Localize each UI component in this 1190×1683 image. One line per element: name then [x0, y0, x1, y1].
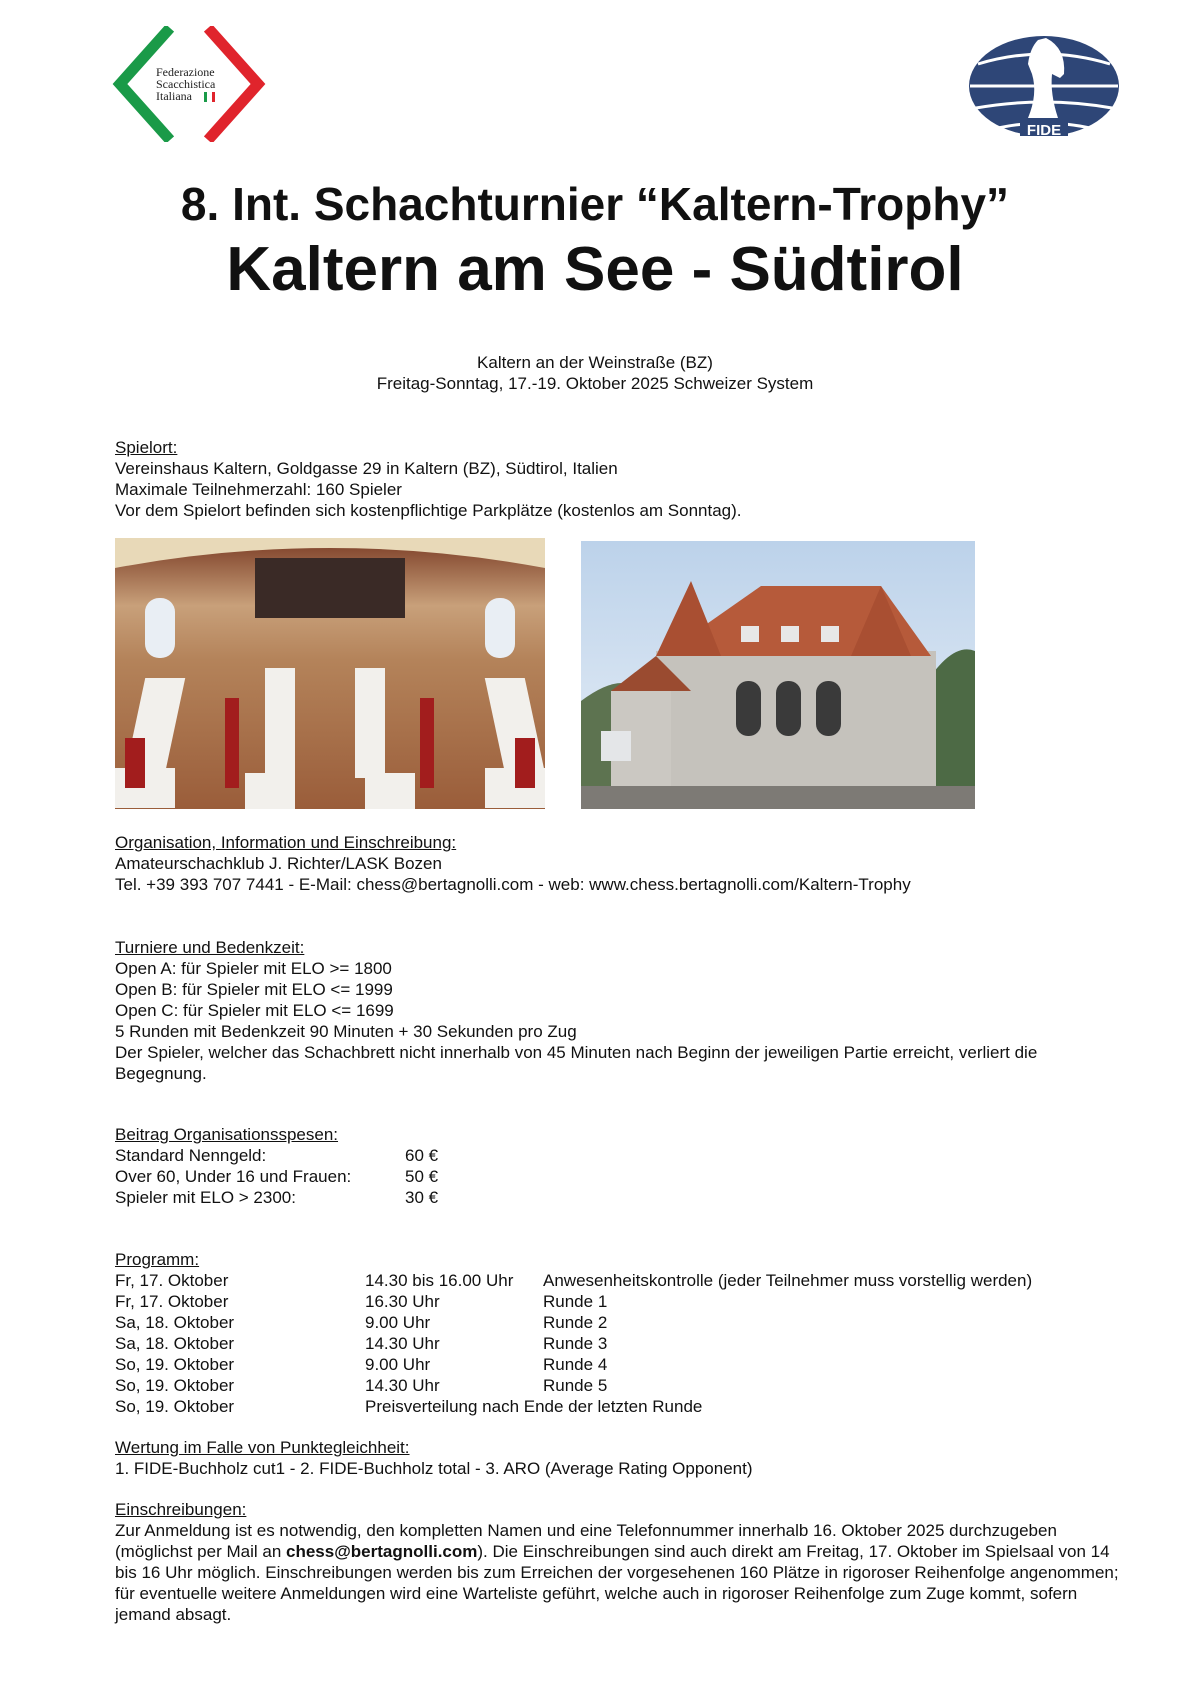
spielort-heading: Spielort: — [115, 438, 178, 457]
programm-row — [115, 1375, 1115, 1396]
spielort-line: Maximale Teilnehmerzahl: 160 Spieler — [115, 480, 402, 499]
organisation-contact: Tel. +39 393 707 7441 - E-Mail: chess@bertagnolli.com - web: www.chess.bertagnolli.com/Kaltern-Trophy — [115, 875, 911, 894]
svg-text:Federazione: Federazione — [156, 65, 215, 79]
fide-logo — [968, 34, 1120, 142]
fee-label: Spieler mit ELO > 2300: — [115, 1188, 296, 1207]
organisation-heading: Organisation, Information und Einschreibung: — [115, 833, 457, 852]
fee-label: Over 60, Under 16 und Frauen: — [115, 1167, 352, 1186]
subtitle — [0, 352, 1190, 394]
title-line-1: 8. Int. Schachturnier “Kaltern-Trophy” — [180, 178, 1010, 230]
programm-time: 14.30 Uhr — [365, 1334, 440, 1353]
programm-date: Fr, 17. Oktober — [115, 1292, 229, 1311]
fsi-logo — [112, 26, 272, 142]
turniere-heading: Turniere und Bedenkzeit: — [115, 938, 305, 957]
programm-event: Anwesenheitskontrolle (jeder Teilnehmer muss vorstellig werden) — [543, 1271, 1033, 1290]
beitrag-heading: Beitrag Organisationsspesen: — [115, 1125, 339, 1144]
einschreibungen-heading: Einschreibungen: — [115, 1500, 247, 1519]
programm-time: 14.30 bis 16.00 Uhr — [365, 1271, 514, 1290]
programm-date: Sa, 18. Oktober — [115, 1313, 235, 1332]
einschreibungen-text-1: Zur Anmeldung ist es notwendig, den kompletten Namen und eine Telefonnummer innerhalb 16. Oktober 2025 durchzugeben (möglichst per Mail an — [115, 1521, 1057, 1561]
fee-label: Standard Nenngeld: — [115, 1146, 267, 1165]
programm-time: Preisverteilung nach Ende der letzten Runde — [365, 1397, 703, 1416]
spielort-line: Vor dem Spielort befinden sich kostenpflichtige Parkplätze (kostenlos am Sonntag). — [115, 501, 742, 520]
programm-event: Runde 5 — [543, 1376, 608, 1395]
wertung-section — [115, 1437, 752, 1479]
programm-row — [115, 1333, 1115, 1354]
programm-date: Fr, 17. Oktober — [115, 1271, 229, 1290]
turniere-line: Open A: für Spieler mit ELO >= 1800 — [115, 959, 392, 978]
programm-row — [115, 1291, 1115, 1312]
photo-playing-hall — [115, 538, 545, 809]
programm-event: Runde 2 — [543, 1313, 608, 1332]
beitrag-row — [115, 1187, 438, 1208]
turniere-section — [115, 937, 1125, 1084]
programm-heading: Programm: — [115, 1250, 200, 1269]
programm-date: So, 19. Oktober — [115, 1355, 235, 1374]
programm-time: 9.00 Uhr — [365, 1313, 431, 1332]
programm-row — [115, 1396, 1115, 1417]
programm-date: So, 19. Oktober — [115, 1376, 235, 1395]
fee-value: 30 € — [405, 1188, 439, 1207]
einschreibungen-email: chess@bertagnolli.com — [286, 1542, 478, 1561]
programm-section — [115, 1249, 1115, 1417]
einschreibungen-text-2: ). Die Einschreibungen sind auch direkt am Freitag, 17. Oktober im Spielsaal von 14 bis 16 Uhr möglich. Einschreibungen werden bis zum Erreichen der vorgesehenen 160 Plätze in rigoroser Reihenfolge angenommen; für eventuelle weitere Anmeldungen wird eine Warteliste geführt, welche auch in rigoroser Reihenfolge zum Zuge kommt, sofern jemand absagt. — [115, 1542, 1119, 1624]
turniere-line: 5 Runden mit Bedenkzeit 90 Minuten + 30 Sekunden pro Zug — [115, 1022, 577, 1041]
svg-text:Scacchistica: Scacchistica — [156, 77, 216, 91]
einschreibungen-section — [115, 1499, 1127, 1625]
wertung-text: 1. FIDE-Buchholz cut1 - 2. FIDE-Buchholz total - 3. ARO (Average Rating Opponent) — [115, 1459, 753, 1478]
beitrag-row — [115, 1166, 438, 1187]
spielort-line: Vereinshaus Kaltern, Goldgasse 29 in Kaltern (BZ), Südtirol, Italien — [115, 459, 618, 478]
einschreibungen-text — [115, 1520, 1127, 1625]
programm-row — [115, 1312, 1115, 1333]
turniere-line: Der Spieler, welcher das Schachbrett nicht innerhalb von 45 Minuten nach Beginn der jeweiligen Partie erreicht, verliert die — [115, 1043, 1038, 1062]
programm-event: Runde 3 — [543, 1334, 608, 1353]
spielort-section — [115, 437, 742, 521]
programm-time: 16.30 Uhr — [365, 1292, 440, 1311]
turniere-line: Begegnung. — [115, 1064, 207, 1083]
turniere-line: Open C: für Spieler mit ELO <= 1699 — [115, 1001, 394, 1020]
fee-value: 60 € — [405, 1146, 439, 1165]
programm-event: Runde 4 — [543, 1355, 608, 1374]
programm-event: Runde 1 — [543, 1292, 608, 1311]
subtitle-location: Kaltern an der Weinstraße (BZ) — [477, 353, 713, 372]
wertung-heading: Wertung im Falle von Punktegleichheit: — [115, 1438, 410, 1457]
svg-text:Italiana: Italiana — [156, 89, 192, 103]
photo-vereinshaus — [581, 541, 975, 809]
beitrag-row — [115, 1145, 438, 1166]
subtitle-dates: Freitag-Sonntag, 17.-19. Oktober 2025 Schweizer System — [376, 374, 814, 393]
programm-time: 14.30 Uhr — [365, 1376, 440, 1395]
programm-date: So, 19. Oktober — [115, 1397, 235, 1416]
organisation-club: Amateurschachklub J. Richter/LASK Bozen — [115, 854, 442, 873]
fee-value: 50 € — [405, 1167, 439, 1186]
turniere-line: Open B: für Spieler mit ELO <= 1999 — [115, 980, 393, 999]
programm-date: Sa, 18. Oktober — [115, 1334, 235, 1353]
svg-text:FIDE: FIDE — [1026, 122, 1062, 139]
programm-time: 9.00 Uhr — [365, 1355, 431, 1374]
beitrag-section — [115, 1124, 438, 1208]
programm-row — [115, 1354, 1115, 1375]
organisation-section — [115, 832, 911, 895]
title-line-2: Kaltern am See - Südtirol — [226, 235, 964, 304]
programm-row — [115, 1270, 1115, 1291]
